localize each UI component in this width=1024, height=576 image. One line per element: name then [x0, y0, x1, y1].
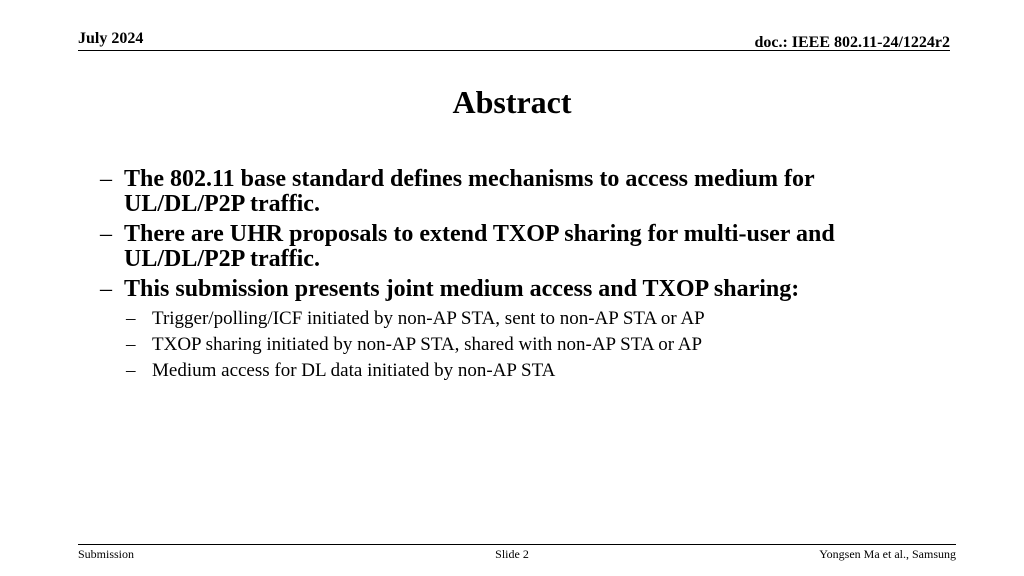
- slide-title: Abstract: [452, 84, 572, 120]
- sub-bullet-text: TXOP sharing initiated by non-AP STA, shared with non-AP STA or AP: [152, 334, 703, 355]
- sub-bullet-item: [100, 359, 900, 383]
- bullet-item: [100, 222, 900, 272]
- header-doc-id: doc.: IEEE 802.11-24/1224r2: [754, 34, 950, 51]
- bullet-item: [100, 277, 900, 302]
- sub-bullet-dash: –: [126, 308, 136, 329]
- sub-bullet-dash: –: [126, 360, 136, 381]
- sub-bullet-text: Medium access for DL data initiated by non-AP STA: [152, 360, 556, 381]
- footer-divider: [78, 544, 956, 545]
- bullet-dash: –: [100, 166, 112, 192]
- sub-bullet-text: Trigger/polling/ICF initiated by non-AP STA, sent to non-AP STA or AP: [152, 308, 705, 329]
- bullet-text: The 802.11 base standard defines mechanisms to access medium for UL/DL/P2P traffic.: [124, 166, 815, 217]
- bullet-item: [100, 167, 900, 217]
- footer-authors: Yongsen Ma et al., Samsung: [819, 547, 956, 561]
- footer-submission: Submission: [78, 547, 135, 561]
- slide-content: [100, 167, 900, 383]
- sub-bullet-item: [100, 333, 900, 357]
- footer-slide-number: Slide 2: [495, 547, 529, 561]
- bullet-text: There are UHR proposals to extend TXOP sharing for multi-user and UL/DL/P2P traffic.: [124, 221, 835, 272]
- bullet-dash: –: [100, 276, 112, 302]
- sub-bullet-dash: –: [126, 334, 136, 355]
- bullet-text: This submission presents joint medium access and TXOP sharing:: [124, 276, 800, 302]
- bullet-dash: –: [100, 221, 112, 247]
- header-date: July 2024: [78, 30, 144, 47]
- sub-bullet-item: [100, 307, 900, 331]
- header-divider: [78, 50, 950, 51]
